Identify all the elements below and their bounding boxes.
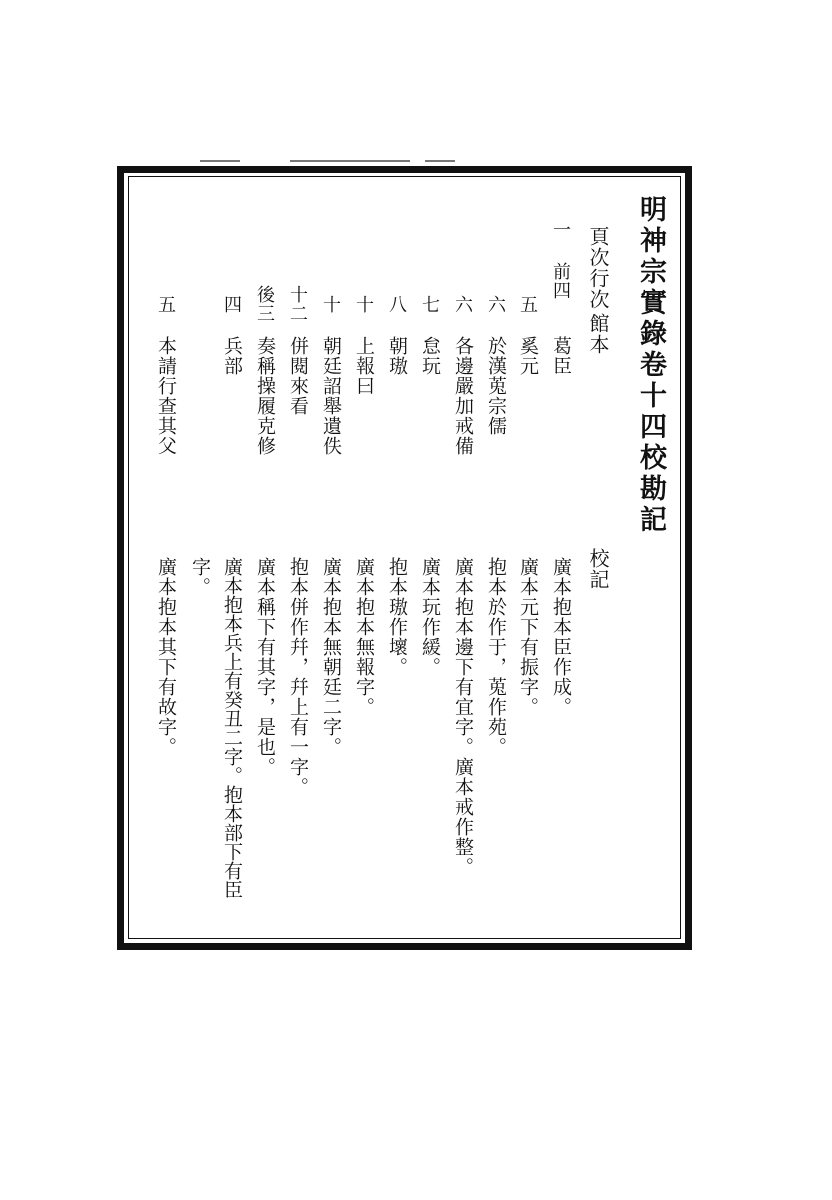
entry-line-number: 後三 [254, 285, 275, 323]
entry-page-number: 一 [550, 220, 571, 239]
entry-collation-note: 廣本抱本兵上有癸丑二字。抱本部下有臣 [221, 557, 243, 899]
entry-original-text: 葛臣 [550, 336, 572, 376]
entry-collation-note: 廣本玩作緩。 [419, 557, 441, 677]
entry-line-number: 十 [353, 295, 374, 314]
entry-line-number: 前四 [550, 262, 571, 300]
entry-line-number: 四 [221, 295, 242, 314]
entry-original-text: 朝璈 [386, 336, 408, 376]
entry-line-number: 六 [452, 295, 473, 314]
entry-collation-note: 廣本抱本臣作成。 [550, 557, 572, 717]
scan-mark [425, 160, 455, 162]
entry-original-text: 於漢莵宗儒 [485, 336, 507, 436]
entry-line-number: 八 [386, 295, 407, 314]
entry-collation-note: 廣本元下有振字。 [517, 557, 539, 717]
entry-original-text: 奚元 [517, 336, 539, 376]
entry-line-number: 十 [320, 295, 341, 314]
entry-original-text: 本請行查其父 [155, 336, 177, 456]
scan-mark [290, 160, 410, 162]
entry-original-text: 各邊嚴加戒備 [452, 336, 474, 456]
scan-mark [200, 160, 240, 162]
entry-line-number: 七 [419, 295, 440, 314]
entry-collation-note-continued: 字。 [189, 557, 211, 597]
header-collation-column: 校記 [586, 548, 610, 590]
entry-line-number: 五 [155, 295, 176, 314]
document-title: 明神宗實錄卷十四校勘記 [635, 195, 666, 536]
entry-collation-note: 廣本抱本其下有故字。 [155, 557, 177, 757]
entry-original-text: 上報曰 [353, 336, 375, 396]
entry-collation-note: 廣本抱本無朝廷二字。 [320, 557, 342, 757]
entry-original-text: 朝廷詔舉遺佚 [320, 336, 342, 456]
header-edition-column: 館本 [586, 313, 610, 355]
entry-collation-note: 廣本抱本邊下有宜字。廣本戒作整。 [452, 557, 474, 877]
entry-collation-note: 抱本璈作壞。 [386, 557, 408, 677]
entry-collation-note: 廣本稱下有其字，是也。 [254, 557, 276, 777]
entry-original-text: 併閱來看 [287, 336, 309, 416]
entry-original-text: 怠玩 [419, 336, 441, 376]
entry-original-text: 奏稱操履克修 [254, 336, 276, 456]
entry-collation-note: 抱本併作幷，幷上有一字。 [287, 557, 309, 797]
entry-original-text: 兵部 [221, 336, 243, 376]
entry-collation-note: 廣本抱本無報字。 [353, 557, 375, 717]
entry-line-number: 六 [485, 295, 506, 314]
entry-line-number: 五 [517, 295, 538, 314]
header-line-column: 行次 [586, 268, 610, 310]
entry-line-number: 十二 [287, 285, 308, 323]
entry-collation-note: 抱本於作于，莵作苑。 [485, 557, 507, 757]
header-page-column: 頁次 [586, 226, 610, 268]
